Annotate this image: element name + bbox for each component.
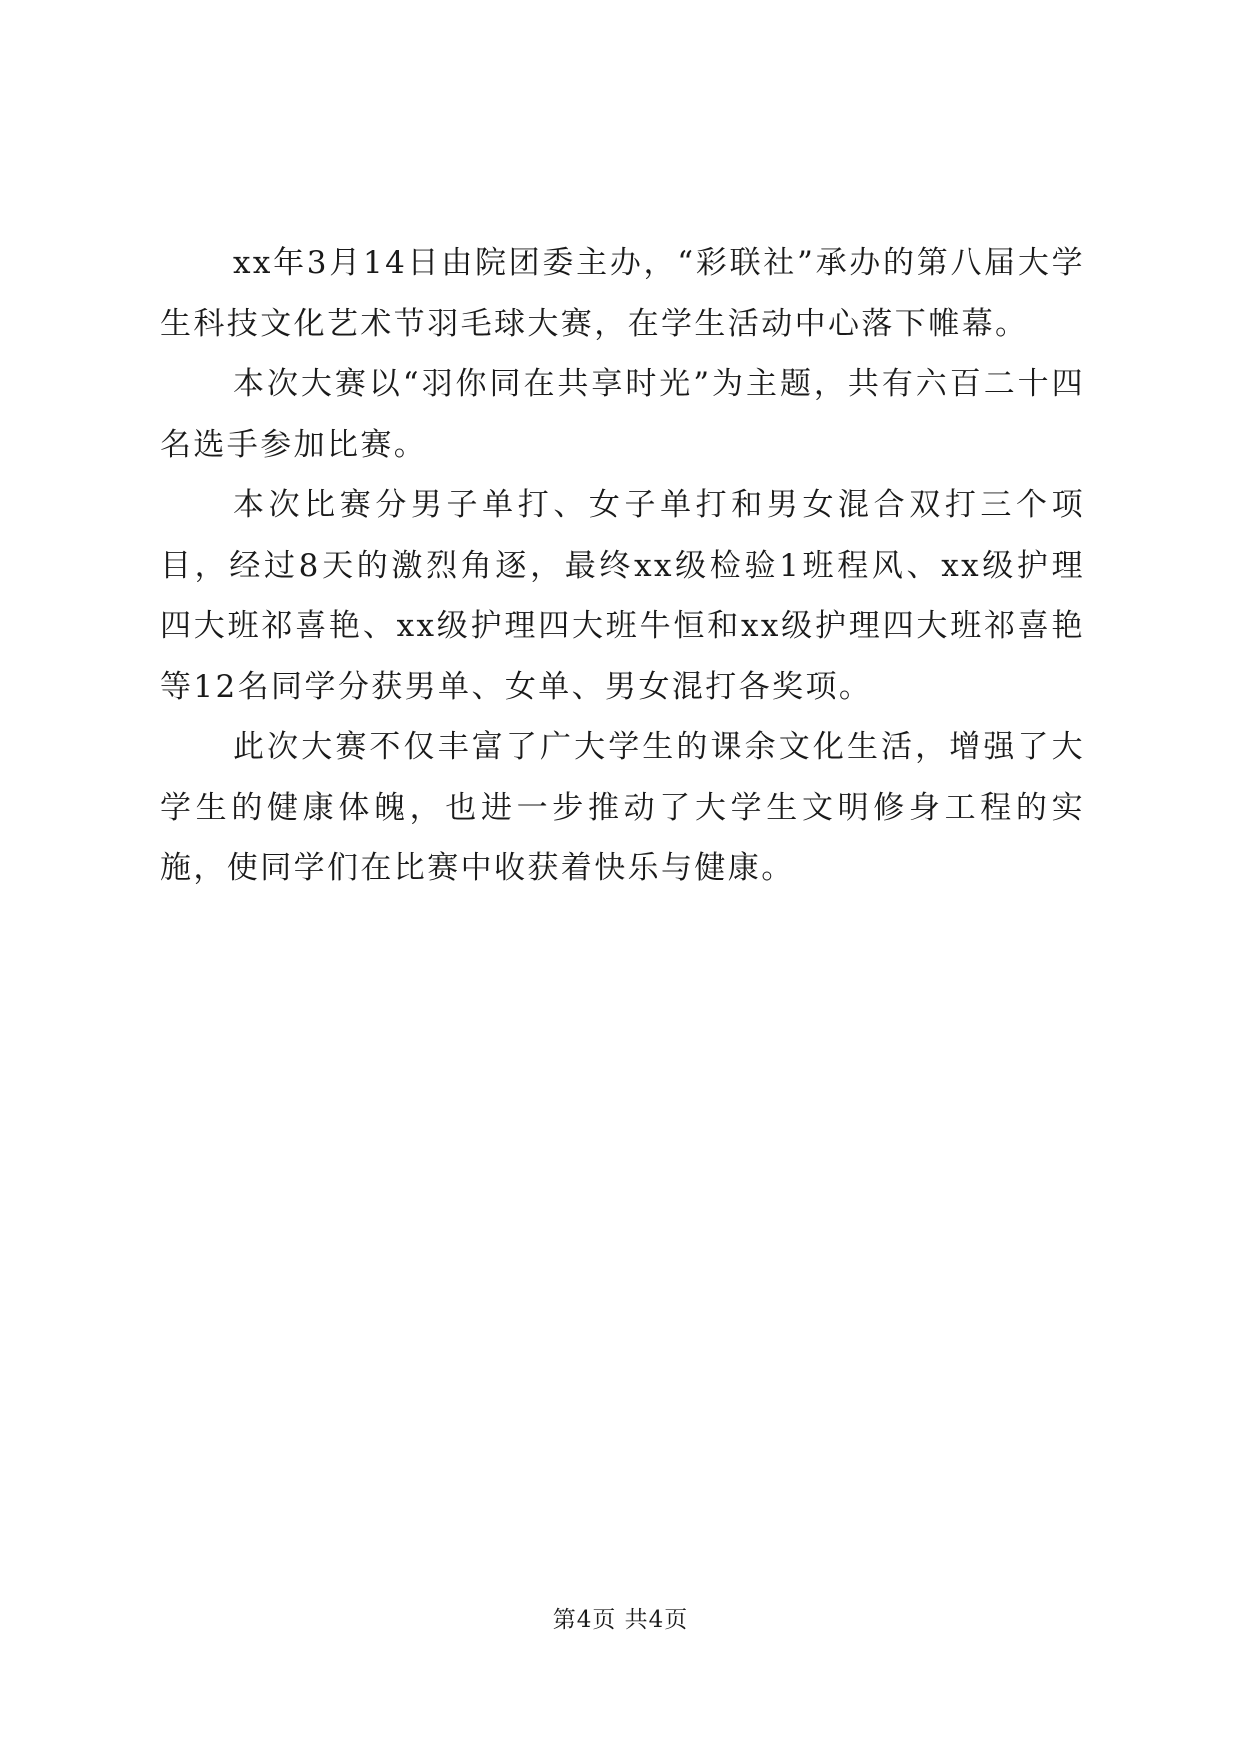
document-body bbox=[160, 233, 1085, 899]
page-number-footer: 第4页 共4页 bbox=[552, 1607, 689, 1633]
paragraph-4: 此次大赛不仅丰富了广大学生的课余文化生活，增强了大学生的健康体魄，也进一步推动了大学生文明修身工程的实施，使同学们在比赛中收获着快乐与健康。 bbox=[160, 729, 1085, 886]
paragraph-3: 本次比赛分男子单打、女子单打和男女混合双打三个项目，经过8天的激烈角逐，最终xx级检验1班程风、xx级护理四大班祁喜艳、xx级护理四大班牛恒和xx级护理四大班祁喜艳等12名同学分获男单、女单、男女混打各奖项。 bbox=[160, 487, 1085, 705]
paragraph-1: xx年3月14日由院团委主办，“彩联社”承办的第八届大学生科技文化艺术节羽毛球大赛，在学生活动中心落下帷幕。 bbox=[160, 245, 1085, 342]
paragraph-2: 本次大赛以“羽你同在共享时光”为主题，共有六百二十四名选手参加比赛。 bbox=[160, 366, 1085, 463]
